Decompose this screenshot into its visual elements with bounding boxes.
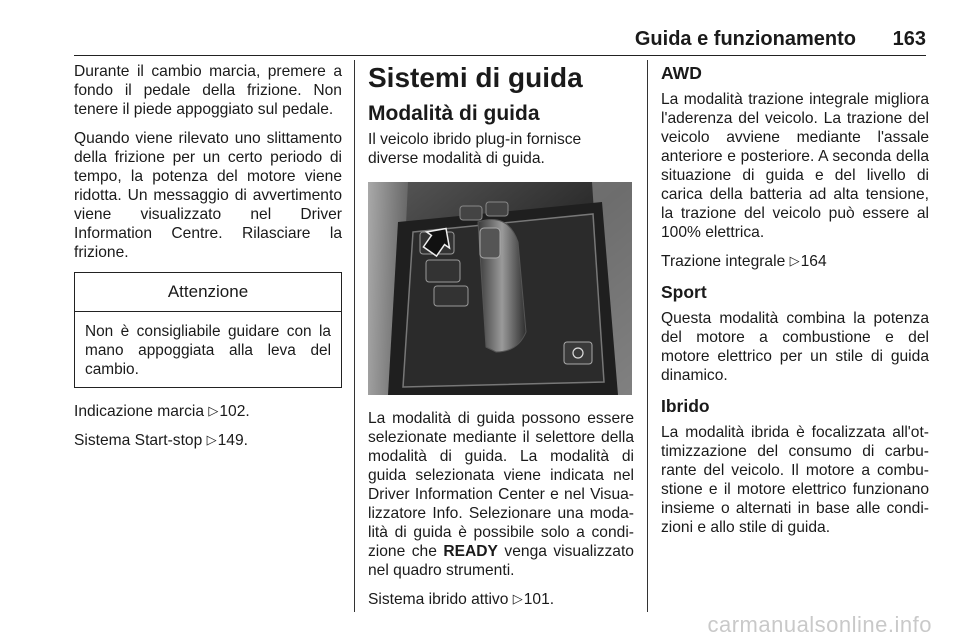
warning-body: Non è consigliabile guidare con la mano appoggiata alla leva del cambio.	[85, 323, 331, 378]
warning-title: Attenzione	[75, 273, 341, 312]
reference-text: Sistema ibrido attivo	[368, 591, 509, 608]
column-divider	[647, 60, 648, 612]
subsection-heading: Modalità di guida	[368, 102, 540, 125]
page-number: 163	[892, 28, 926, 50]
paragraph: La modalità trazione integrale migliora l'aderenza del veicolo. La trazione del veicolo avviene mediante l'assale anteriore e posteriore. A seconda della situazione di guida e del livello di carica della batteria ad alta tensione, la trazione del veicolo può essere al 100% elettrica.	[661, 91, 929, 241]
reference-arrow-icon: ▷	[512, 591, 523, 606]
reference-page[interactable]: 164	[800, 253, 827, 270]
paragraph: Il veicolo ibrido plug-in fornisce diverse modalità di guida.	[368, 131, 582, 167]
paragraph: Quando viene rilevato uno slittamento della frizione per un certo periodo di tempo, la potenza del motore viene ridotta. Un messaggio di avvertimento viene visualizzato nel Driver Information Centre. Rilasciare la frizione.	[74, 130, 342, 261]
paragraph: La modalità ibrida è focalizzata all'ottimizzazione del consumo di carburante del veicolo. Il motore a combustione e il motore elettrico funzionano insieme o alternati in base alle condizioni e allo stile di guida.	[661, 424, 929, 536]
reference-text: Sistema Start-stop	[74, 432, 203, 449]
column-middle	[368, 62, 634, 619]
paragraph: Questa modalità combina la potenza del motore a combustione e del motore elettrico per un stile di guida dinamico.	[661, 310, 929, 384]
reference-arrow-icon: ▷	[789, 253, 800, 268]
mode-heading-ibrido: Ibrido	[661, 396, 710, 416]
body-text: venga visualizzato nel quadro strumenti.	[368, 543, 634, 579]
header-title: Guida e funzionamento	[634, 28, 856, 50]
reference-text: Indicazione marcia	[74, 403, 205, 420]
reference-arrow-icon: ▷	[208, 403, 219, 418]
column-right	[661, 62, 929, 547]
reference-page[interactable]: 101.	[523, 591, 555, 608]
reference-arrow-icon: ▷	[206, 432, 217, 447]
cross-reference	[74, 431, 342, 450]
section-heading: Sistemi di guida	[368, 62, 583, 93]
drive-mode-selector-illustration	[368, 182, 632, 395]
column-divider	[354, 60, 355, 612]
paragraph: Durante il cambio marcia, premere a fondo il pedale della frizione. Non tenere il piede appoggiato sul pedale.	[74, 63, 342, 118]
watermark: carmanualsonline.info	[707, 612, 932, 637]
drive-mode-selector-photo	[368, 182, 632, 395]
mode-heading-awd: AWD	[661, 63, 702, 83]
cross-reference	[661, 252, 929, 271]
paragraph	[368, 409, 634, 580]
cross-reference	[74, 402, 342, 421]
body-text: La modalità di guida possono essere selezionate mediante il selettore della modalità di guida. La modalità di guida selezionata viene indicata nel Driver Information Center e nel Visualizzatore Info. Selezionare una modalità di guida è possibile solo a condizione che	[368, 410, 634, 560]
reference-page[interactable]: 149.	[217, 432, 248, 449]
ready-indicator-text: READY	[443, 543, 498, 560]
reference-text: Trazione integrale	[661, 253, 786, 270]
header-rule	[74, 55, 926, 56]
mode-heading-sport: Sport	[661, 282, 707, 302]
reference-page[interactable]: 102.	[219, 403, 250, 420]
warning-box	[74, 272, 342, 388]
page-header	[74, 22, 926, 52]
cross-reference	[368, 590, 634, 609]
column-left	[74, 62, 342, 460]
